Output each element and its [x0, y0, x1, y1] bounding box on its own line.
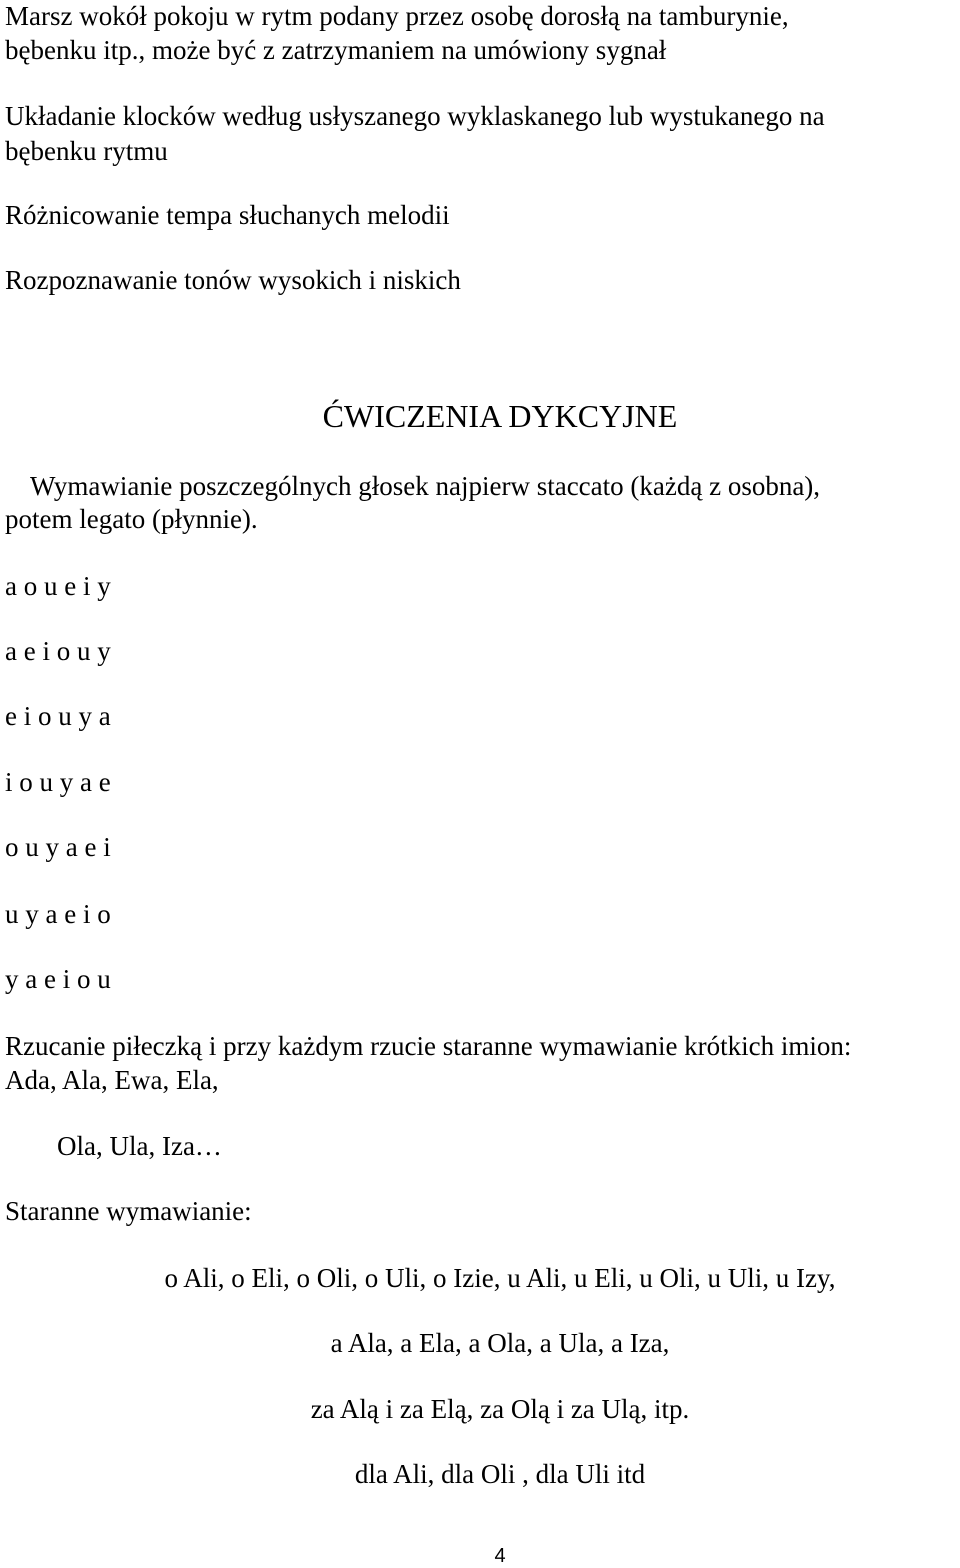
- section-description-line-2: potem legato (płynnie).: [5, 504, 258, 534]
- names-exercise-line-3: Ola, Ula, Iza…: [57, 1131, 222, 1161]
- intro-line-4: bębenku rytmu: [5, 136, 168, 166]
- vowel-sequence-1: a o u e i y: [5, 571, 111, 601]
- intro-line-3: Układanie klocków według usłyszanego wyklaskanego lub wystukanego na: [5, 101, 825, 131]
- pronunciation-line-3: za Alą i za Elą, za Olą i za Ulą, itp.: [310, 1394, 690, 1424]
- vowel-sequence-5: o u y a e i: [5, 832, 111, 862]
- pronunciation-line-4: dla Ali, dla Oli , dla Uli itd: [354, 1459, 646, 1489]
- vowel-sequence-7: y a e i o u: [5, 964, 111, 994]
- intro-line-1: Marsz wokół pokoju w rytm podany przez osobę dorosłą na tamburynie,: [5, 1, 789, 31]
- pronunciation-label: Staranne wymawianie:: [5, 1196, 252, 1226]
- pronunciation-line-1: o Ali, o Eli, o Oli, o Uli, o Izie, u Ali, u Eli, u Oli, u Uli, u Izy,: [164, 1263, 836, 1293]
- vowel-sequence-3: e i o u y a: [5, 701, 111, 731]
- names-exercise-line-1: Rzucanie piłeczką i przy każdym rzucie staranne wymawianie krótkich imion:: [5, 1031, 852, 1061]
- vowel-sequence-2: a e i o u y: [5, 636, 111, 666]
- pronunciation-line-2: a Ala, a Ela, a Ola, a Ula, a Iza,: [330, 1328, 670, 1358]
- intro-line-6: Rozpoznawanie tonów wysokich i niskich: [5, 265, 461, 295]
- section-description-line-1: Wymawianie poszczególnych głosek najpierw staccato (każdą z osobna),: [30, 471, 821, 501]
- intro-line-2: bębenku itp., może być z zatrzymaniem na umówiony sygnał: [5, 35, 667, 65]
- intro-line-5: Różnicowanie tempa słuchanych melodii: [5, 200, 450, 230]
- vowel-sequence-4: i o u y a e: [5, 767, 111, 797]
- section-title: ĆWICZENIA DYKCYJNE: [322, 398, 678, 434]
- vowel-sequence-6: u y a e i o: [5, 899, 111, 929]
- names-exercise-line-2: Ada, Ala, Ewa, Ela,: [5, 1065, 219, 1095]
- page-number: 4: [494, 1545, 506, 1567]
